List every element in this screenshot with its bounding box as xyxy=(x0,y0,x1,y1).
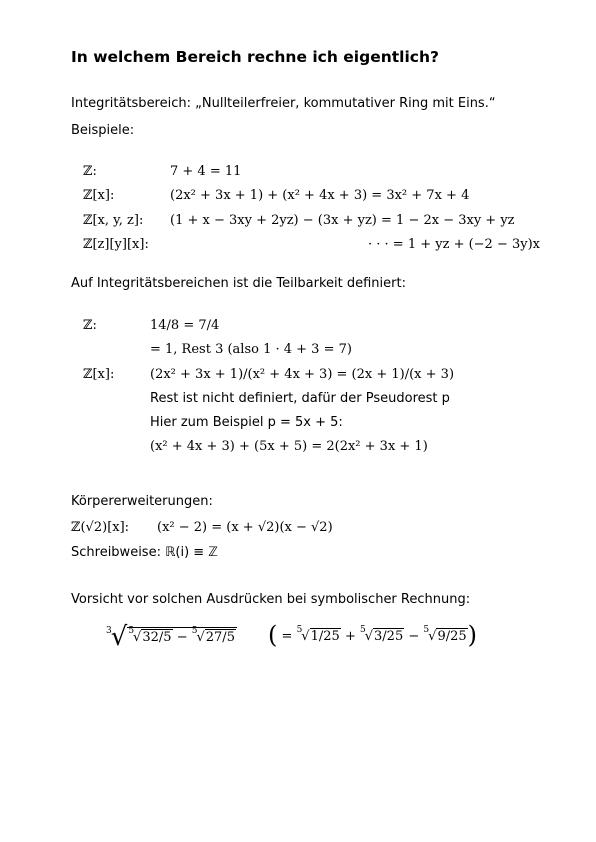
teilbarkeit-zx-label: ℤ[x]: xyxy=(83,367,115,382)
radical-term: 27/5 xyxy=(205,630,235,645)
example-expr: (2x² + 3x + 1) + (x² + 4x + 3) = 3x² + 7x + 4 xyxy=(170,188,470,203)
vorsicht-heading: Vorsicht vor solchen Ausdrücken bei symbolischer Rechnung: xyxy=(71,592,471,607)
radical-index: 5 xyxy=(296,625,303,635)
teilbarkeit-zx-line4: (x² + 4x + 3) + (5x + 5) = 2(2x² + 3x + 1) xyxy=(150,439,428,454)
teilbarkeit-zx-line3: Hier zum Beispiel p = 5x + 5: xyxy=(150,415,343,430)
radical-equivalent xyxy=(268,618,478,649)
paren-open: ( xyxy=(268,621,278,649)
teilbarkeit-heading: Auf Integritätsbereichen ist die Teilbarkeit definiert: xyxy=(71,276,406,291)
radical-term: 3/25 xyxy=(374,629,404,644)
radical-index: 5 xyxy=(423,625,430,635)
equals-sign: = xyxy=(281,629,293,644)
example-ring: ℤ[x, y, z]: xyxy=(83,213,144,228)
inner-radical-index: 5 xyxy=(128,626,135,636)
teilbarkeit-z-line1: 14/8 = 7/4 xyxy=(150,318,220,333)
integritaet-definition: Integritätsbereich: „Nullteilerfreier, kommutativer Ring mit Eins.“ xyxy=(71,96,496,111)
example-ring: ℤ[z][y][x]: xyxy=(83,237,149,252)
page-title: In welchem Bereich rechne ich eigentlich? xyxy=(71,48,440,66)
plus-sign: + xyxy=(344,629,356,644)
beispiele-label: Beispiele: xyxy=(71,123,135,138)
inner-radical-sign: √ xyxy=(196,630,205,645)
radical-term: 9/25 xyxy=(437,629,467,644)
inner-radical-sign: √ xyxy=(133,630,142,645)
radical-sign: √ xyxy=(428,629,437,644)
outer-radical-body xyxy=(127,627,237,645)
radical-sign: √ xyxy=(301,629,310,644)
example-expr: (1 + x − 3xy + 2yz) − (3x + yz) = 1 − 2x − 3xy + yz xyxy=(170,213,515,228)
teilbarkeit-zx-line2: Rest ist nicht definiert, dafür der Pseudorest p xyxy=(150,391,450,406)
example-ring: ℤ[x]: xyxy=(83,188,115,203)
koerper-line2: Schreibweise: ℝ(i) ≡ ℤ xyxy=(71,545,218,560)
teilbarkeit-z-label: ℤ: xyxy=(83,318,97,333)
outer-radical-sign: √ xyxy=(110,622,128,652)
radical-term: 1/25 xyxy=(310,629,340,644)
example-ring: ℤ: xyxy=(83,164,97,179)
koerper-heading: Körpererweiterungen: xyxy=(71,494,213,509)
example-expr: 7 + 4 = 11 xyxy=(170,164,242,179)
paren-close: ) xyxy=(467,621,478,649)
outer-radical-index: 3 xyxy=(106,626,112,636)
teilbarkeit-z-line2: = 1, Rest 3 (also 1 · 4 + 3 = 7) xyxy=(150,342,352,357)
radical-sign: √ xyxy=(364,629,374,644)
koerper-line1-expr: (x² − 2) = (x + √2)(x − √2) xyxy=(157,520,333,535)
radical-index: 5 xyxy=(359,625,366,635)
teilbarkeit-zx-line1: (2x² + 3x + 1)/(x² + 4x + 3) = (2x + 1)/(x + 3) xyxy=(150,367,455,382)
koerper-line1-label: ℤ(√2)[x]: xyxy=(71,520,130,535)
radical-term: 32/5 xyxy=(142,630,172,645)
inner-radical-index: 5 xyxy=(191,626,198,636)
minus-sign: − xyxy=(408,629,420,644)
minus-sign: − xyxy=(176,630,188,645)
example-expr: · · · = 1 + yz + (−2 − 3y)x xyxy=(368,237,541,252)
nested-radical-expression xyxy=(106,618,237,652)
